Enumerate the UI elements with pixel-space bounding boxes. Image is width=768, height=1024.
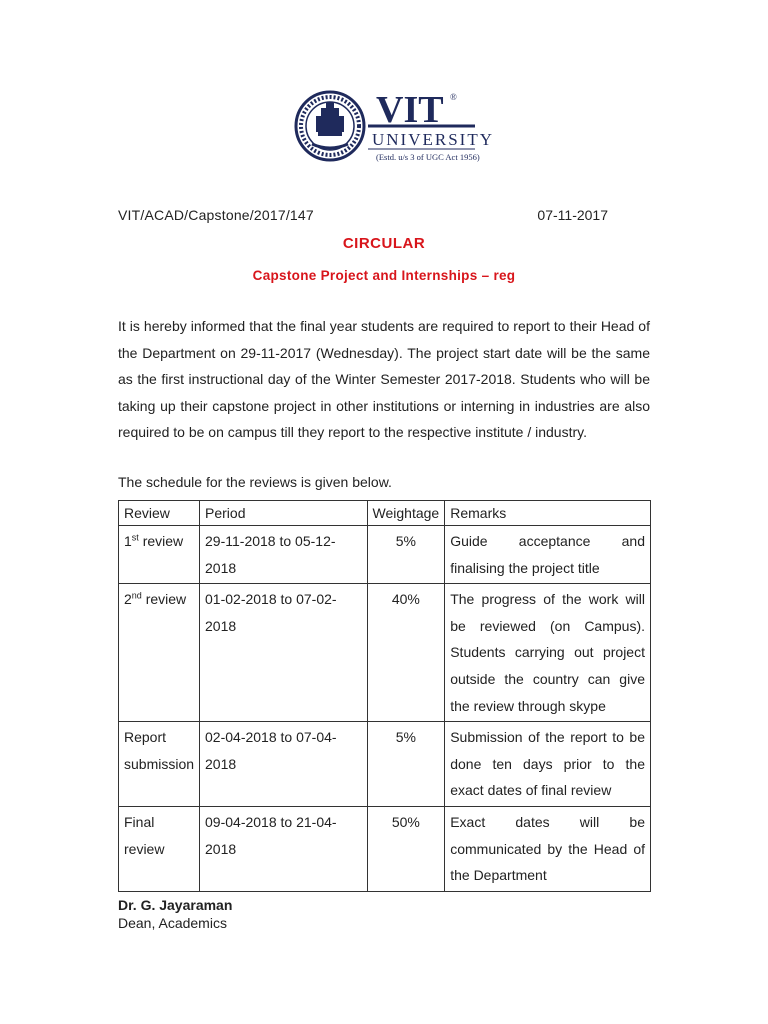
signatory-role: Dean, Academics xyxy=(118,915,227,931)
review-schedule-table xyxy=(118,500,651,892)
weightage-cell: 5% xyxy=(367,722,445,807)
circular-subject: Capstone Project and Internships – reg xyxy=(252,268,516,283)
vit-wordmark: VIT xyxy=(376,89,444,131)
table-row xyxy=(119,584,651,722)
header-review: Review xyxy=(119,501,200,526)
vit-university-logo xyxy=(290,88,494,168)
circular-reference: VIT/ACAD/Capstone/2017/147 xyxy=(118,207,314,223)
review-cell: 1st review xyxy=(119,526,200,584)
period-cell: 09-04-2018 to 21-04-2018 xyxy=(200,806,368,891)
header-remarks: Remarks xyxy=(445,501,651,526)
header-weightage: Weightage xyxy=(367,501,445,526)
weightage-cell: 50% xyxy=(367,806,445,891)
period-cell: 29-11-2018 to 05-12-2018 xyxy=(200,526,368,584)
table-row xyxy=(119,806,651,891)
signatory-name: Dr. G. Jayaraman xyxy=(118,897,233,913)
remarks-cell: Submission of the report to be done ten days prior to the exact dates of final review xyxy=(445,722,651,807)
university-wordmark: UNIVERSITY xyxy=(372,130,494,149)
remarks-cell: The progress of the work will be reviewed (on Campus). Students carrying out project outside the country can give the review through skype xyxy=(445,584,651,722)
review-cell: 2nd review xyxy=(119,584,200,722)
established-text: (Estd. u/s 3 of UGC Act 1956) xyxy=(376,152,480,162)
circular-date: 07-11-2017 xyxy=(537,207,608,223)
table-row xyxy=(119,526,651,584)
weightage-cell: 5% xyxy=(367,526,445,584)
table-row xyxy=(119,722,651,807)
table-header-row xyxy=(119,501,651,526)
remarks-cell: Exact dates will be communicated by the Head of the Department xyxy=(445,806,651,891)
weightage-cell: 40% xyxy=(367,584,445,722)
review-cell: Report submission xyxy=(119,722,200,807)
university-seal-icon xyxy=(296,92,364,160)
circular-title: CIRCULAR xyxy=(342,235,426,252)
circular-body: It is hereby informed that the final year students are required to report to their Head of the Department on 29-11-2017 (Wednesday). The project start date will be the same as the first instructional day of the Winter Semester 2017-2018. Students who will be taking up their capstone project in other institutions or interning in industries are also required to be on campus till they report to the respective institute / industry. xyxy=(118,318,650,441)
review-cell: Final review xyxy=(119,806,200,891)
period-cell: 02-04-2018 to 07-04-2018 xyxy=(200,722,368,807)
vit-logo-graphic xyxy=(290,88,494,168)
header-period: Period xyxy=(200,501,368,526)
remarks-cell: Guide acceptance and finalising the project title xyxy=(445,526,651,584)
registered-mark: ® xyxy=(450,92,457,102)
period-cell: 01-02-2018 to 07-02-2018 xyxy=(200,584,368,722)
schedule-intro: The schedule for the reviews is given below. xyxy=(118,474,392,490)
